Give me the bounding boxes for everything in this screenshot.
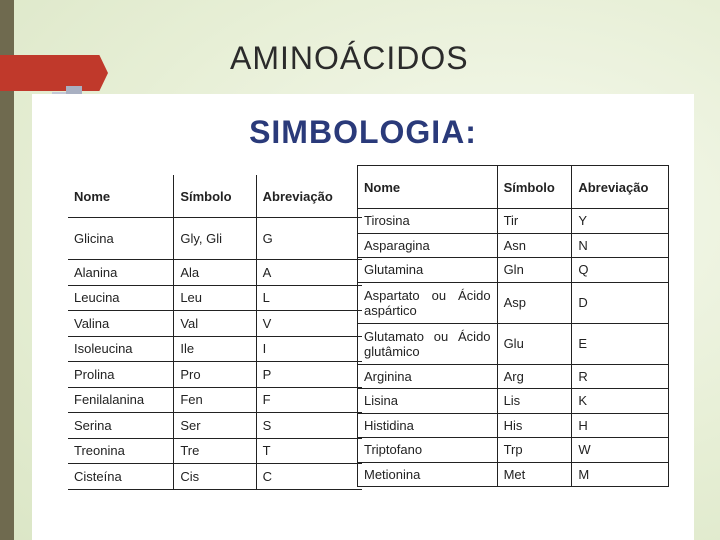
- header-nome: Nome: [358, 166, 498, 209]
- cell-abreviacao: N: [572, 233, 669, 258]
- cell-simbolo: Ile: [174, 336, 256, 362]
- cell-nome-line: aspártico: [364, 302, 417, 318]
- cell-nome: Arginina: [358, 364, 498, 389]
- cell-nome: Asparagina: [358, 233, 498, 258]
- cell-simbolo: Glu: [497, 323, 572, 364]
- cell-abreviacao: C: [256, 464, 362, 490]
- title-accent-arrow: [0, 55, 108, 91]
- table-row: [358, 389, 669, 414]
- cell-simbolo: Fen: [174, 387, 256, 413]
- cell-word: Ácido: [458, 287, 491, 303]
- table-row: [68, 218, 362, 260]
- content-panel: [32, 94, 694, 540]
- cell-abreviacao: A: [256, 260, 362, 286]
- cell-simbolo: Gly, Gli: [174, 218, 256, 260]
- header-abreviacao: Abreviação: [256, 175, 362, 218]
- cell-abreviacao: G: [256, 218, 362, 260]
- cell-word: Glutamato: [364, 328, 424, 344]
- cell-simbolo: Asn: [497, 233, 572, 258]
- cell-word: Ácido: [458, 328, 491, 344]
- cell-nome: [358, 282, 498, 323]
- cell-nome: Alanina: [68, 260, 174, 286]
- cell-abreviacao: D: [572, 282, 669, 323]
- header-simbolo: Símbolo: [497, 166, 572, 209]
- cell-abreviacao: Q: [572, 258, 669, 283]
- cell-abreviacao: P: [256, 362, 362, 388]
- cell-abreviacao: V: [256, 311, 362, 337]
- cell-simbolo: Lis: [497, 389, 572, 414]
- cell-abreviacao: M: [572, 462, 669, 487]
- cell-simbolo: Tre: [174, 438, 256, 464]
- cell-word: ou: [433, 328, 449, 344]
- table-row: [358, 282, 669, 323]
- cell-abreviacao: E: [572, 323, 669, 364]
- table-row: [358, 364, 669, 389]
- table-row: [68, 285, 362, 311]
- cell-abreviacao: H: [572, 413, 669, 438]
- table-row: [68, 464, 362, 490]
- cell-nome: Lisina: [358, 389, 498, 414]
- cell-simbolo: Ser: [174, 413, 256, 439]
- table-row: [358, 209, 669, 234]
- cell-simbolo: Ala: [174, 260, 256, 286]
- cell-simbolo: Val: [174, 311, 256, 337]
- cell-nome-line: glutâmico: [364, 343, 420, 359]
- table-row: [68, 413, 362, 439]
- cell-simbolo: His: [497, 413, 572, 438]
- cell-nome: Fenilalanina: [68, 387, 174, 413]
- cell-nome: Serina: [68, 413, 174, 439]
- cell-abreviacao: F: [256, 387, 362, 413]
- cell-nome: [358, 323, 498, 364]
- cell-nome: Treonina: [68, 438, 174, 464]
- cell-nome: Prolina: [68, 362, 174, 388]
- cell-nome: Tirosina: [358, 209, 498, 234]
- cell-abreviacao: T: [256, 438, 362, 464]
- table-row: [68, 311, 362, 337]
- table-row: [68, 336, 362, 362]
- cell-word: ou: [431, 287, 447, 303]
- cell-word: Aspartato: [364, 287, 420, 303]
- table-row: [358, 323, 669, 364]
- header-nome: Nome: [68, 175, 174, 218]
- simbologia-heading: SIMBOLOGIA:: [249, 114, 477, 150]
- cell-simbolo: Tir: [497, 209, 572, 234]
- table-row: [358, 233, 669, 258]
- cell-nome: Isoleucina: [68, 336, 174, 362]
- slide-title: AMINOÁCIDOS: [230, 40, 469, 76]
- cell-simbolo: Cis: [174, 464, 256, 490]
- cell-simbolo: Pro: [174, 362, 256, 388]
- cell-nome: Cisteína: [68, 464, 174, 490]
- table-row: [68, 362, 362, 388]
- cell-abreviacao: R: [572, 364, 669, 389]
- cell-abreviacao: W: [572, 438, 669, 463]
- cell-nome: Glicina: [68, 218, 174, 260]
- cell-nome-line: [364, 288, 491, 303]
- header-abreviacao: Abreviação: [572, 166, 669, 209]
- table-row: [68, 438, 362, 464]
- cell-simbolo: Trp: [497, 438, 572, 463]
- table-row: [358, 258, 669, 283]
- cell-abreviacao: S: [256, 413, 362, 439]
- table-row: [68, 260, 362, 286]
- cell-nome-line: [364, 329, 491, 344]
- table-header-row: [358, 166, 669, 209]
- amino-acid-table-right: [357, 165, 669, 487]
- cell-simbolo: Asp: [497, 282, 572, 323]
- cell-simbolo: Gln: [497, 258, 572, 283]
- amino-acid-table-left: [68, 175, 362, 490]
- table-row: [358, 462, 669, 487]
- cell-simbolo: Met: [497, 462, 572, 487]
- cell-simbolo: Arg: [497, 364, 572, 389]
- cell-nome: Glutamina: [358, 258, 498, 283]
- cell-abreviacao: K: [572, 389, 669, 414]
- table-header-row: [68, 175, 362, 218]
- cell-nome: Triptofano: [358, 438, 498, 463]
- table-row: [358, 413, 669, 438]
- cell-nome: Valina: [68, 311, 174, 337]
- cell-nome: Histidina: [358, 413, 498, 438]
- cell-nome: Metionina: [358, 462, 498, 487]
- header-simbolo: Símbolo: [174, 175, 256, 218]
- table-row: [358, 438, 669, 463]
- cell-simbolo: Leu: [174, 285, 256, 311]
- cell-abreviacao: L: [256, 285, 362, 311]
- table-row: [68, 387, 362, 413]
- cell-abreviacao: Y: [572, 209, 669, 234]
- cell-nome: Leucina: [68, 285, 174, 311]
- cell-abreviacao: I: [256, 336, 362, 362]
